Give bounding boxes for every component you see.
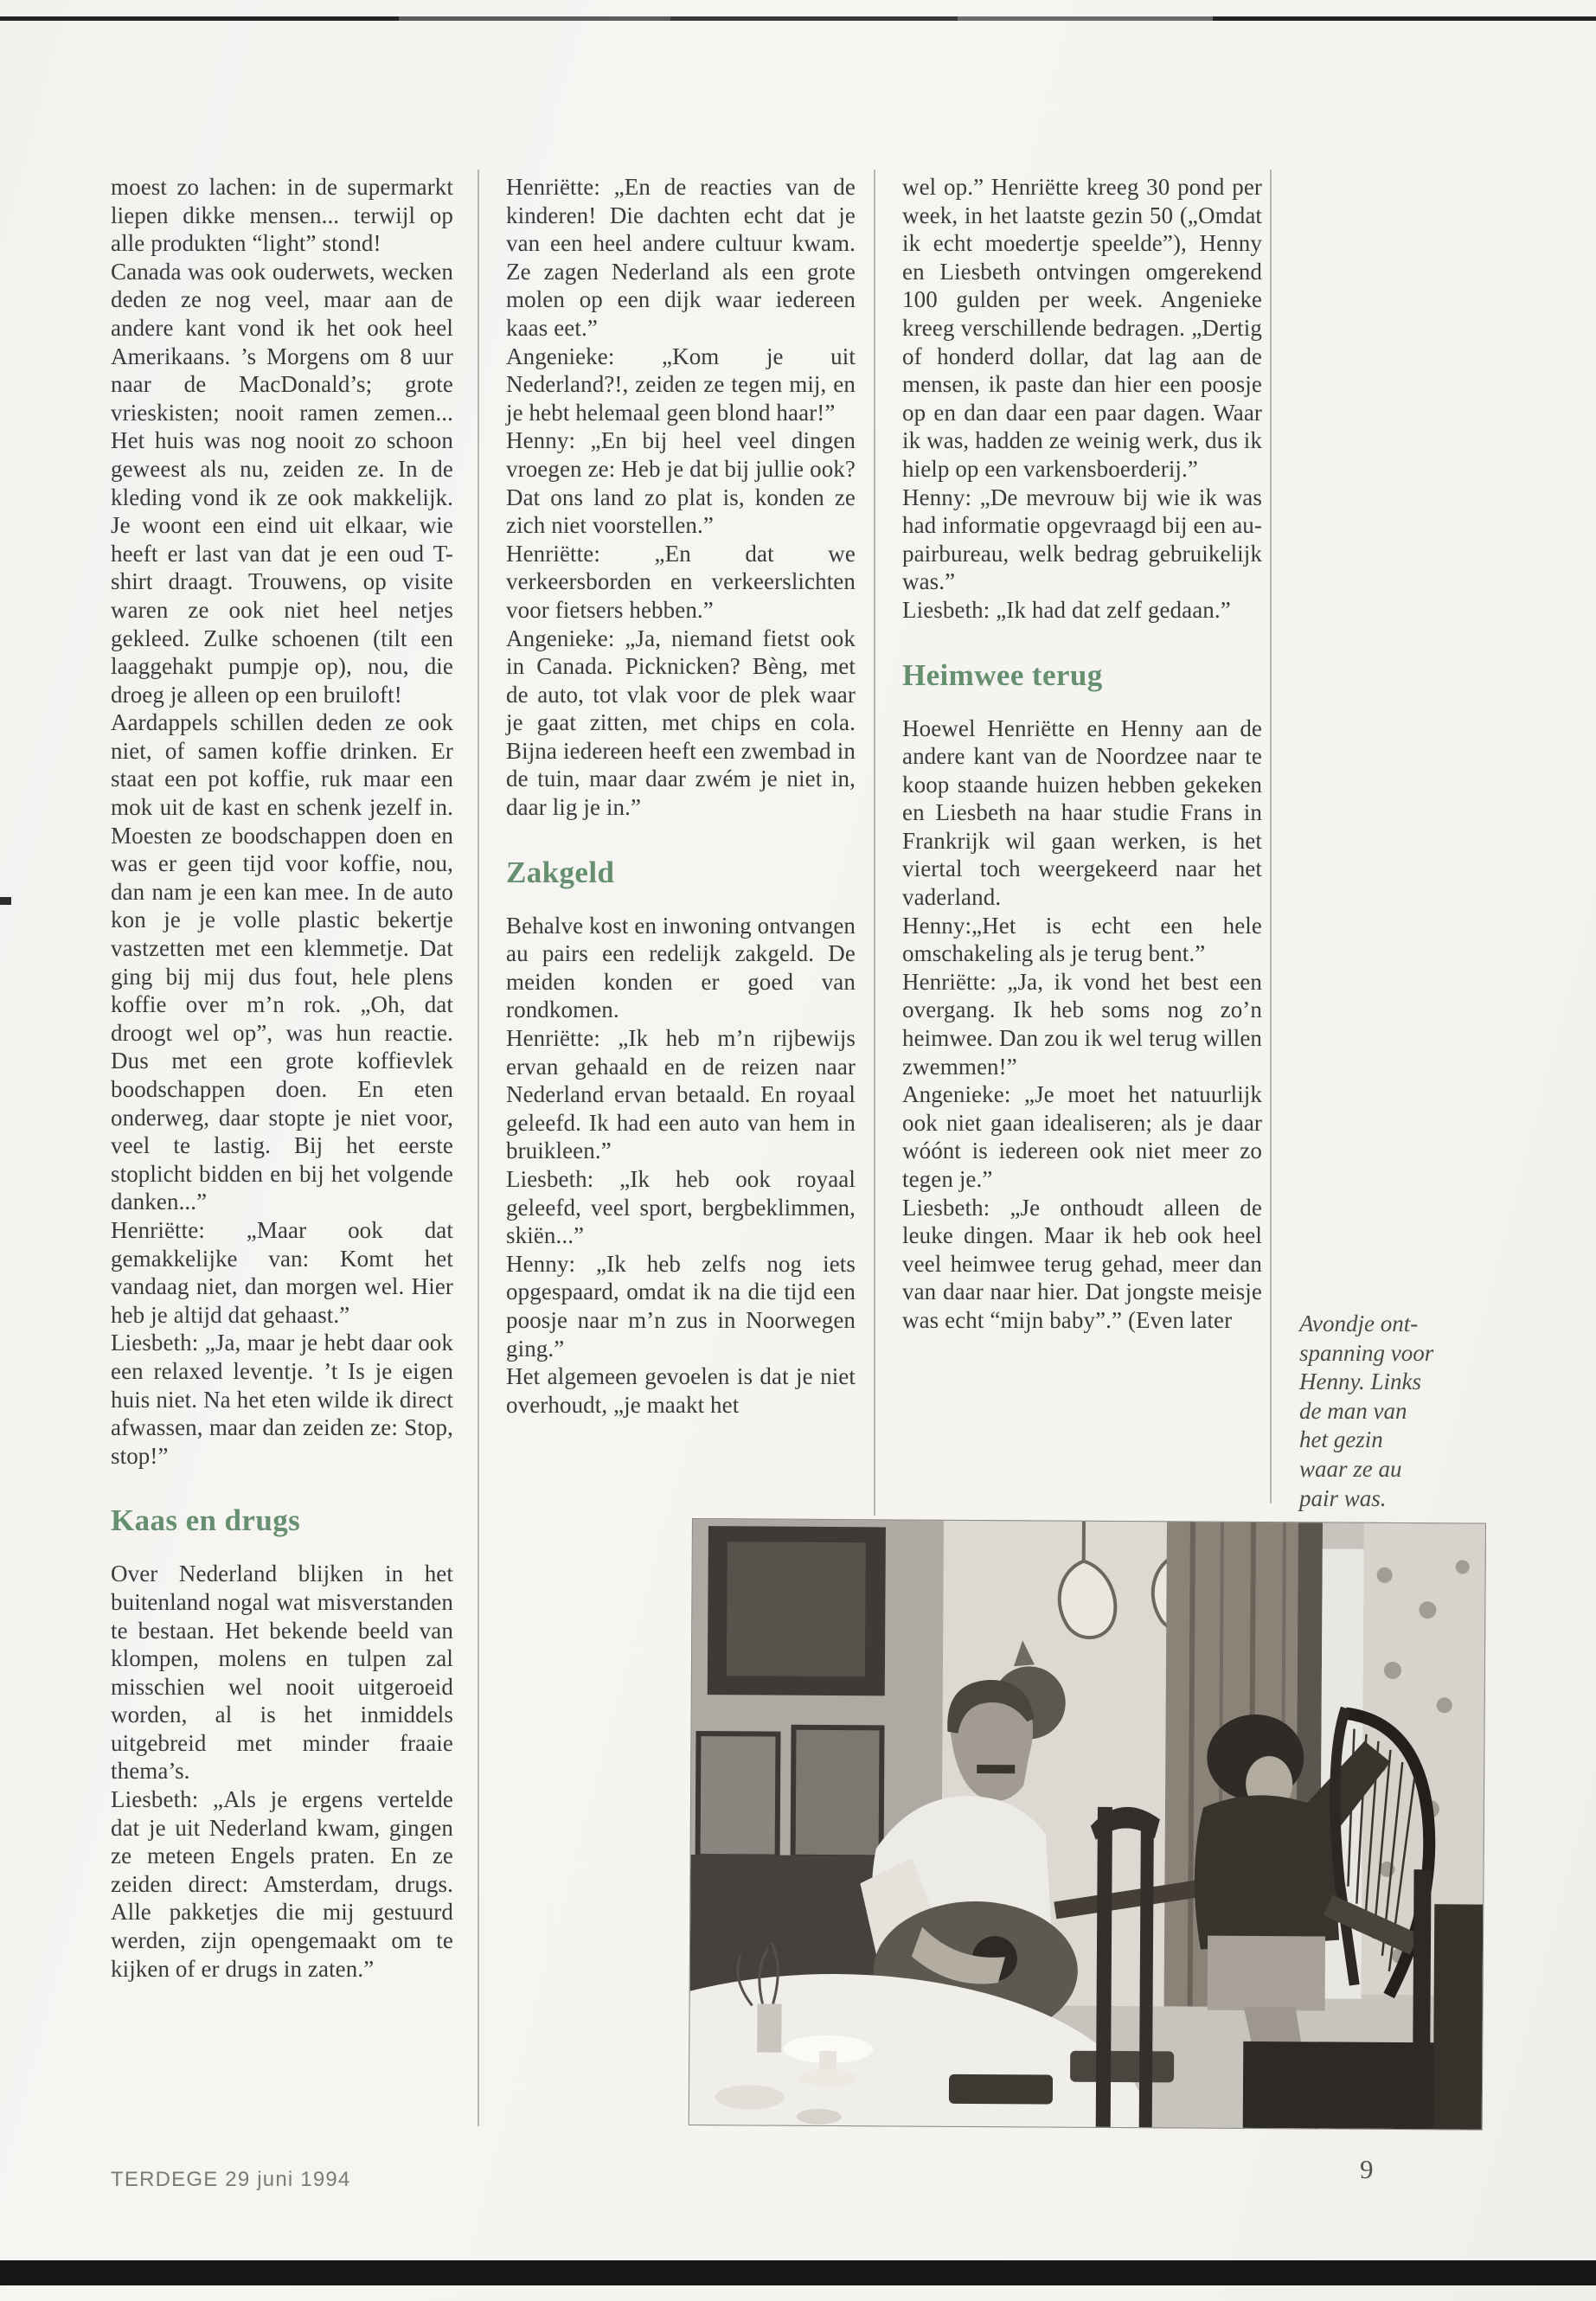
section-heading: Heimwee terug <box>902 657 1103 692</box>
article-paragraph: Liesbeth: „Ja, maar je hebt daar ook een relaxed leventje. ’t Is je eigen huis niet. Na het eten wilde ik direct afwassen, maar dan zeiden ze: Stop, stop!” <box>111 1330 453 1469</box>
article-paragraph: wel op.” Henriëtte kreeg 30 pond per week, in het laatste gezin 50 („Omdat ik echt moedertje speelde”), Henny en Liesbeth ontvingen omgerekend 100 gulden per week. Angenieke kreeg verschillende bedragen. „Dertig of honderd dollar, dat lag aan de mensen, ik paste dan hier een poosje op en dan daar een paar dagen. Waar ik was, hadden ze weinig werk, dus ik hielp op een varkensboerderij.” <box>902 174 1262 482</box>
article-paragraph: Over Nederland blijken in het buitenland nogal wat misverstanden te bestaan. Het bekende beeld van klompen, molens en tulpen zal misschien wel nooit uitgeroeid worden, al is het inmiddels uitgebreid met minder fraaie thema’s. <box>111 1561 453 1785</box>
article-paragraph: Behalve kost en inwoning ontvangen au pairs een redelijk zakgeld. De meiden konden er goed van rondkomen. <box>506 912 856 1023</box>
column-rule-1 <box>478 170 479 2126</box>
article-paragraph: Henny: „Ik heb zelfs nog iets opgespaard, omdat ik na die tijd een poosje naar m’n zus in Noorwegen ging.” <box>506 1250 856 1362</box>
caption-line: het gezin <box>1299 1426 1383 1453</box>
wall-pictures <box>698 1526 886 1857</box>
article-paragraph: Liesbeth: „Als je ergens vertelde dat je uit Nederland kwam, gingen ze meteen Engels praten. En ze zeiden direct: Amsterdam, drugs. Alle pakketjes die mij gestuurd werden, zijn opengemaakt om te kijken of er drugs in zaten.” <box>111 1786 453 1982</box>
caption-line: de man van <box>1299 1397 1407 1424</box>
article-paragraph: Angenieke: „Je moet het natuurlijk ook niet gaan idealiseren; als je daar wóónt is iedereen ook niet meer zo tegen je.” <box>902 1081 1262 1192</box>
text-column-3 <box>902 173 1262 1335</box>
bottom-bar <box>0 2260 1596 2285</box>
article-paragraph: Henny:„Het is echt een hele omschakeling als je terug bent.” <box>902 912 1262 967</box>
caption-line: pair was. <box>1299 1484 1387 1511</box>
column-rule-2 <box>874 170 875 1516</box>
photo-caption <box>1299 1310 1500 1513</box>
article-paragraph: Angenieke: „Kom je uit Nederland?!, zeiden ze tegen mij, en je hebt helemaal geen blond haar!” <box>506 343 856 426</box>
article-paragraph: Henny: „De mevrouw bij wie ik was had informatie opgevraagd bij een au-pairbureau, welk bedrag gebruikelijk was.” <box>902 484 1262 595</box>
article-paragraph: Canada was ook ouderwets, wecken deden ze nog veel, maar aan de andere kant vond ik het ook heel Amerikaans. ’s Morgens om 8 uur naar de MacDonald’s; grote vrieskisten; nooit ramen zemen... Het huis was nog nooit zo schoon geweest als nu, zeiden ze. In de kleding vond ik ze ook makkelijk. Je woont een eind uit elkaar, wie heeft er last van dat je een oud T-shirt draagt. Trouwens, op visite waren ze ook niet heel netjes gekleed. Zulke schoenen (tilt een laaggehakt pumpje op), nou, die droeg je alleen op een bruiloft! <box>111 258 453 708</box>
article-paragraph: Hoewel Henriëtte en Henny aan de andere kant van de Noordzee naar te koop staande huizen hebben gekeken en Liesbeth na haar studie Frans in Frankrijk wil gaan werken, is het viertal toch weergekeerd naar het vaderland. <box>902 715 1262 911</box>
column-rule-3 <box>1270 170 1272 1503</box>
text-column-2 <box>506 173 856 1419</box>
caption-line: waar ze au <box>1299 1455 1402 1482</box>
article-paragraph: Liesbeth: „Je onthoudt alleen de leuke dingen. Maar ik heb ook heel veel heimwee terug gehad, meer dan van daar naar hier. Dat jongste meisje was echt “mijn baby”.” (Even later <box>902 1194 1262 1333</box>
photo-illustration <box>689 1519 1485 2130</box>
caption-line: Henny. Links <box>1299 1368 1421 1395</box>
article-paragraph: Aardappels schillen deden ze ook niet, of samen koffie drinken. Er staat een pot koffie, ruk maar een mok uit de kast en schenk jezelf in. Moesten ze boodschappen doen en was er geen tijd voor koffie, nou, dan nam je een kan mee. In de auto kon je je volle plastic bekertje vastzetten met een klemmetje. Dat ging bij mij dus fout, hele plens koffie over m’n rok. „Oh, dat droogt wel op”, was hun reactie. Dus met een grote koffievlek boodschappen doen. En eten onderweg, daar stopte je niet voor, veel te lastig. Bij het eerste stoplicht bidden en bij het volgende danken...” <box>111 709 453 1215</box>
edge-registration-mark <box>0 897 11 905</box>
magazine-footer: TERDEGE 29 juni 1994 <box>111 2168 351 2191</box>
photo-guitar-and-harp <box>689 1518 1486 2131</box>
caption-line: spanning voor <box>1299 1339 1434 1366</box>
article-paragraph: Henriëtte: „Ik heb m’n rijbewijs ervan gehaald en de reizen naar Nederland ervan betaald. En royaal geleefd. Ik had een auto van hem in bruikleen.” <box>506 1025 856 1164</box>
article-paragraph: Liesbeth: „Ik heb ook royaal geleefd, veel sport, bergbeklimmen, skiën...” <box>506 1166 856 1249</box>
section-heading: Zakgeld <box>506 855 615 889</box>
article-paragraph: Henriëtte: „Ja, ik vond het best een overgang. Ik heb soms nog zo’n heimwee. Dan zou ik wel terug willen zwemmen!” <box>902 968 1262 1080</box>
article-paragraph: Henriëtte: „En de reacties van de kinderen! Die dachten echt dat je van een heel andere cultuur kwam. Ze zagen Nederland als een grote molen op een dijk waar iedereen kaas eet.” <box>506 174 856 341</box>
text-column-1 <box>111 173 453 1983</box>
section-heading: Kaas en drugs <box>111 1503 301 1538</box>
page-number: 9 <box>1360 2154 1374 2184</box>
article-paragraph: moest zo lachen: in de supermarkt liepen dikke mensen... terwijl op alle produkten “light” stond! <box>111 174 453 257</box>
article-paragraph: Liesbeth: „Ik had dat zelf gedaan.” <box>902 596 1231 623</box>
article-paragraph: Het algemeen gevoelen is dat je niet overhoudt, „je maakt het <box>506 1363 856 1418</box>
article-paragraph: Henny: „En bij heel veel dingen vroegen ze: Heb je dat bij jullie ook? Dat ons land zo plat is, konden ze zich niet voorstellen.” <box>506 427 856 539</box>
top-rule <box>0 16 1596 21</box>
article-paragraph: Angenieke: „Ja, niemand fietst ook in Canada. Picknicken? Bèng, met de auto, tot vlak voor de plek waar je gaat zitten, met chips en cola. Bijna iedereen heeft een zwembad in de tuin, maar daar zwém je niet in, daar lig je in.” <box>506 625 856 821</box>
article-paragraph: Henriëtte: „Maar ook dat gemakkelijke van: Komt het vandaag niet, dan morgen wel. Hier heb je altijd dat gehaast.” <box>111 1216 453 1328</box>
article-paragraph: Henriëtte: „En dat we verkeersborden en verkeerslichten voor fietsers hebben.” <box>506 540 856 623</box>
caption-line: Avondje ont- <box>1299 1311 1419 1336</box>
